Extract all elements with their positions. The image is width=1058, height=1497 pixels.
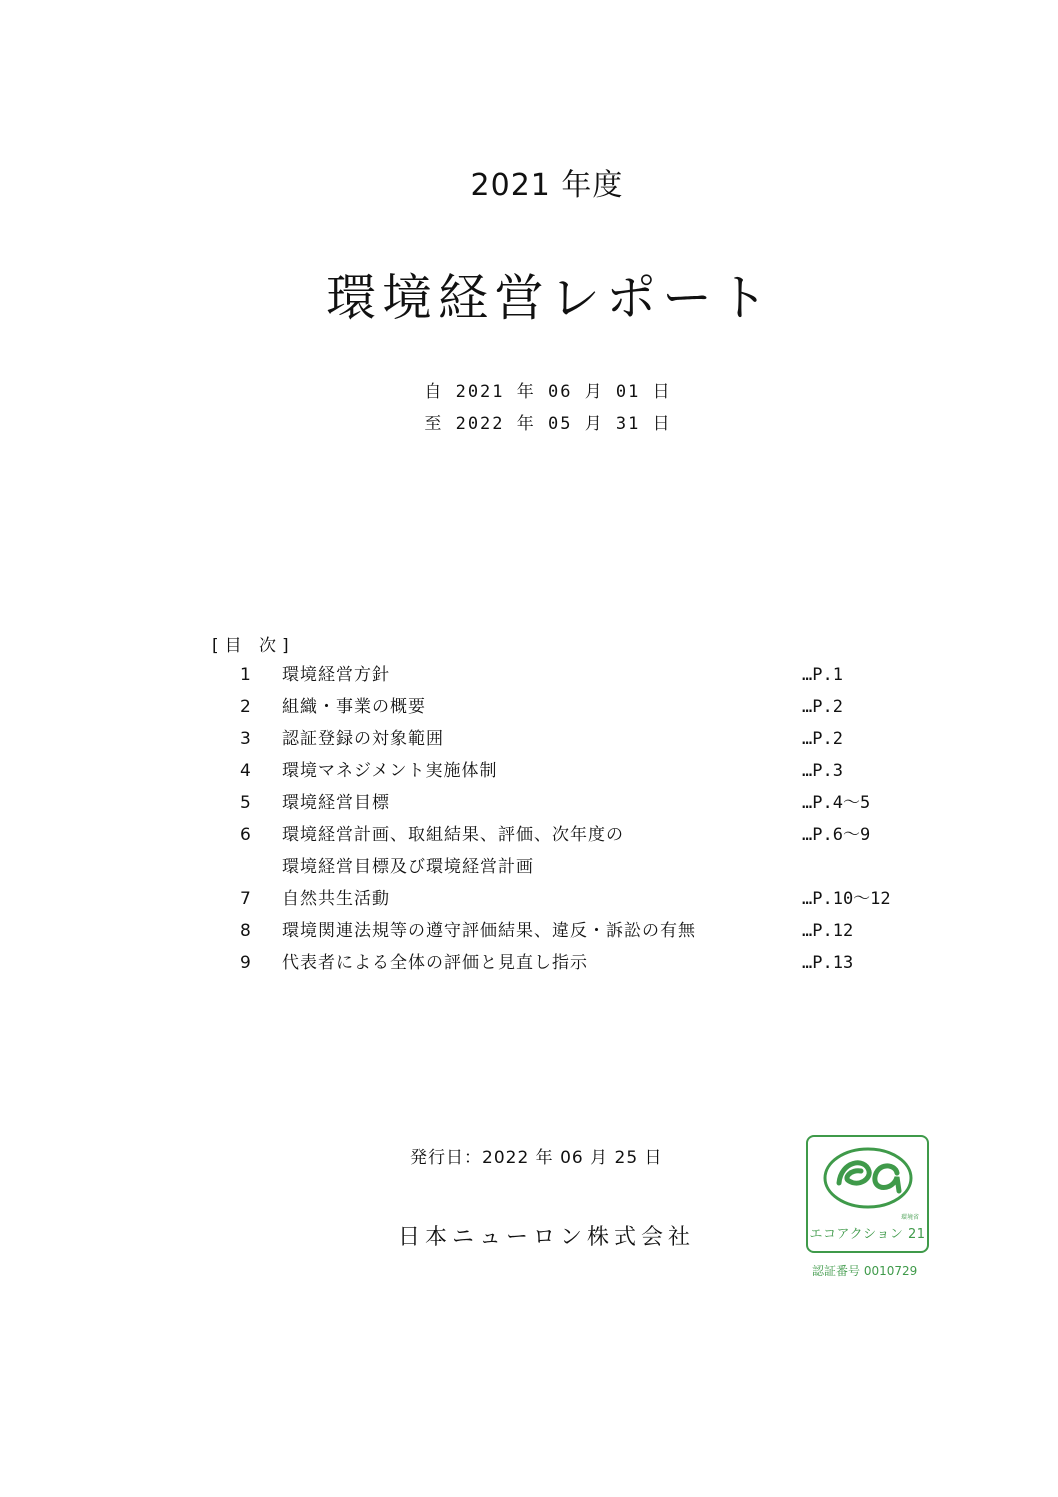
toc-title: 認証登録の対象範囲 bbox=[282, 729, 444, 749]
toc-row bbox=[212, 691, 932, 723]
toc-title: 環境関連法規等の遵守評価結果、違反・訴訟の有無 bbox=[282, 921, 696, 941]
toc-heading: [目 次] bbox=[212, 636, 295, 656]
toc-row bbox=[212, 787, 932, 819]
report-title: 環境経営レポート bbox=[326, 269, 774, 327]
toc-number: 2 bbox=[240, 697, 251, 717]
toc-row bbox=[212, 659, 932, 691]
toc-page: …P.13 bbox=[802, 953, 854, 973]
toc-row bbox=[212, 723, 932, 755]
certification-number: 認証番号 0010729 bbox=[812, 1264, 918, 1278]
year-title: 2021 年度 bbox=[470, 168, 624, 203]
toc-title: 自然共生活動 bbox=[282, 889, 390, 909]
toc-number: 7 bbox=[240, 889, 251, 909]
toc-title: 環境マネジメント実施体制 bbox=[282, 761, 498, 781]
toc-page: …P.1 bbox=[802, 665, 843, 685]
toc-title: 環境経営目標及び環境経営計画 bbox=[282, 857, 534, 877]
eco-small-text: 環境省 bbox=[900, 1214, 919, 1221]
toc-page: …P.10～12 bbox=[802, 889, 891, 909]
toc-page: …P.3 bbox=[802, 761, 843, 781]
toc-number: 9 bbox=[240, 953, 251, 973]
toc-title: 組織・事業の概要 bbox=[282, 697, 426, 717]
eco-action-name: エコアクション 21 bbox=[809, 1227, 926, 1242]
toc-title: 環境経営方針 bbox=[282, 665, 390, 685]
eco-action-21-logo bbox=[806, 1135, 929, 1253]
toc-number: 3 bbox=[240, 729, 251, 749]
toc-number: 6 bbox=[240, 825, 251, 845]
toc-row bbox=[212, 947, 932, 979]
toc-number: 8 bbox=[240, 921, 251, 941]
toc-page: …P.2 bbox=[802, 729, 843, 749]
table-of-contents bbox=[212, 631, 932, 979]
toc-page: …P.6～9 bbox=[802, 825, 871, 845]
toc-number: 4 bbox=[240, 761, 251, 781]
toc-page: …P.4～5 bbox=[802, 793, 871, 813]
toc-row bbox=[212, 755, 932, 787]
toc-number: 5 bbox=[240, 793, 251, 813]
toc-page: …P.2 bbox=[802, 697, 843, 717]
issue-date: 発行日：2022 年 06 月 25 日 bbox=[410, 1148, 663, 1168]
company-name: 日本ニューロン株式会社 bbox=[398, 1225, 696, 1250]
period-to: 至 2022 年 05 月 31 日 bbox=[424, 414, 672, 434]
toc-title: 環境経営目標 bbox=[282, 793, 390, 813]
toc-title: 代表者による全体の評価と見直し指示 bbox=[282, 953, 588, 973]
period-from: 自 2021 年 06 月 01 日 bbox=[424, 382, 672, 402]
toc-row bbox=[212, 819, 932, 851]
toc-row-continuation bbox=[212, 851, 932, 883]
toc-row bbox=[212, 883, 932, 915]
toc-page: …P.12 bbox=[802, 921, 854, 941]
toc-row bbox=[212, 915, 932, 947]
toc-title: 環境経営計画、取組結果、評価、次年度の bbox=[282, 825, 624, 845]
ea-mark-icon bbox=[821, 1145, 915, 1211]
toc-number: 1 bbox=[240, 665, 251, 685]
